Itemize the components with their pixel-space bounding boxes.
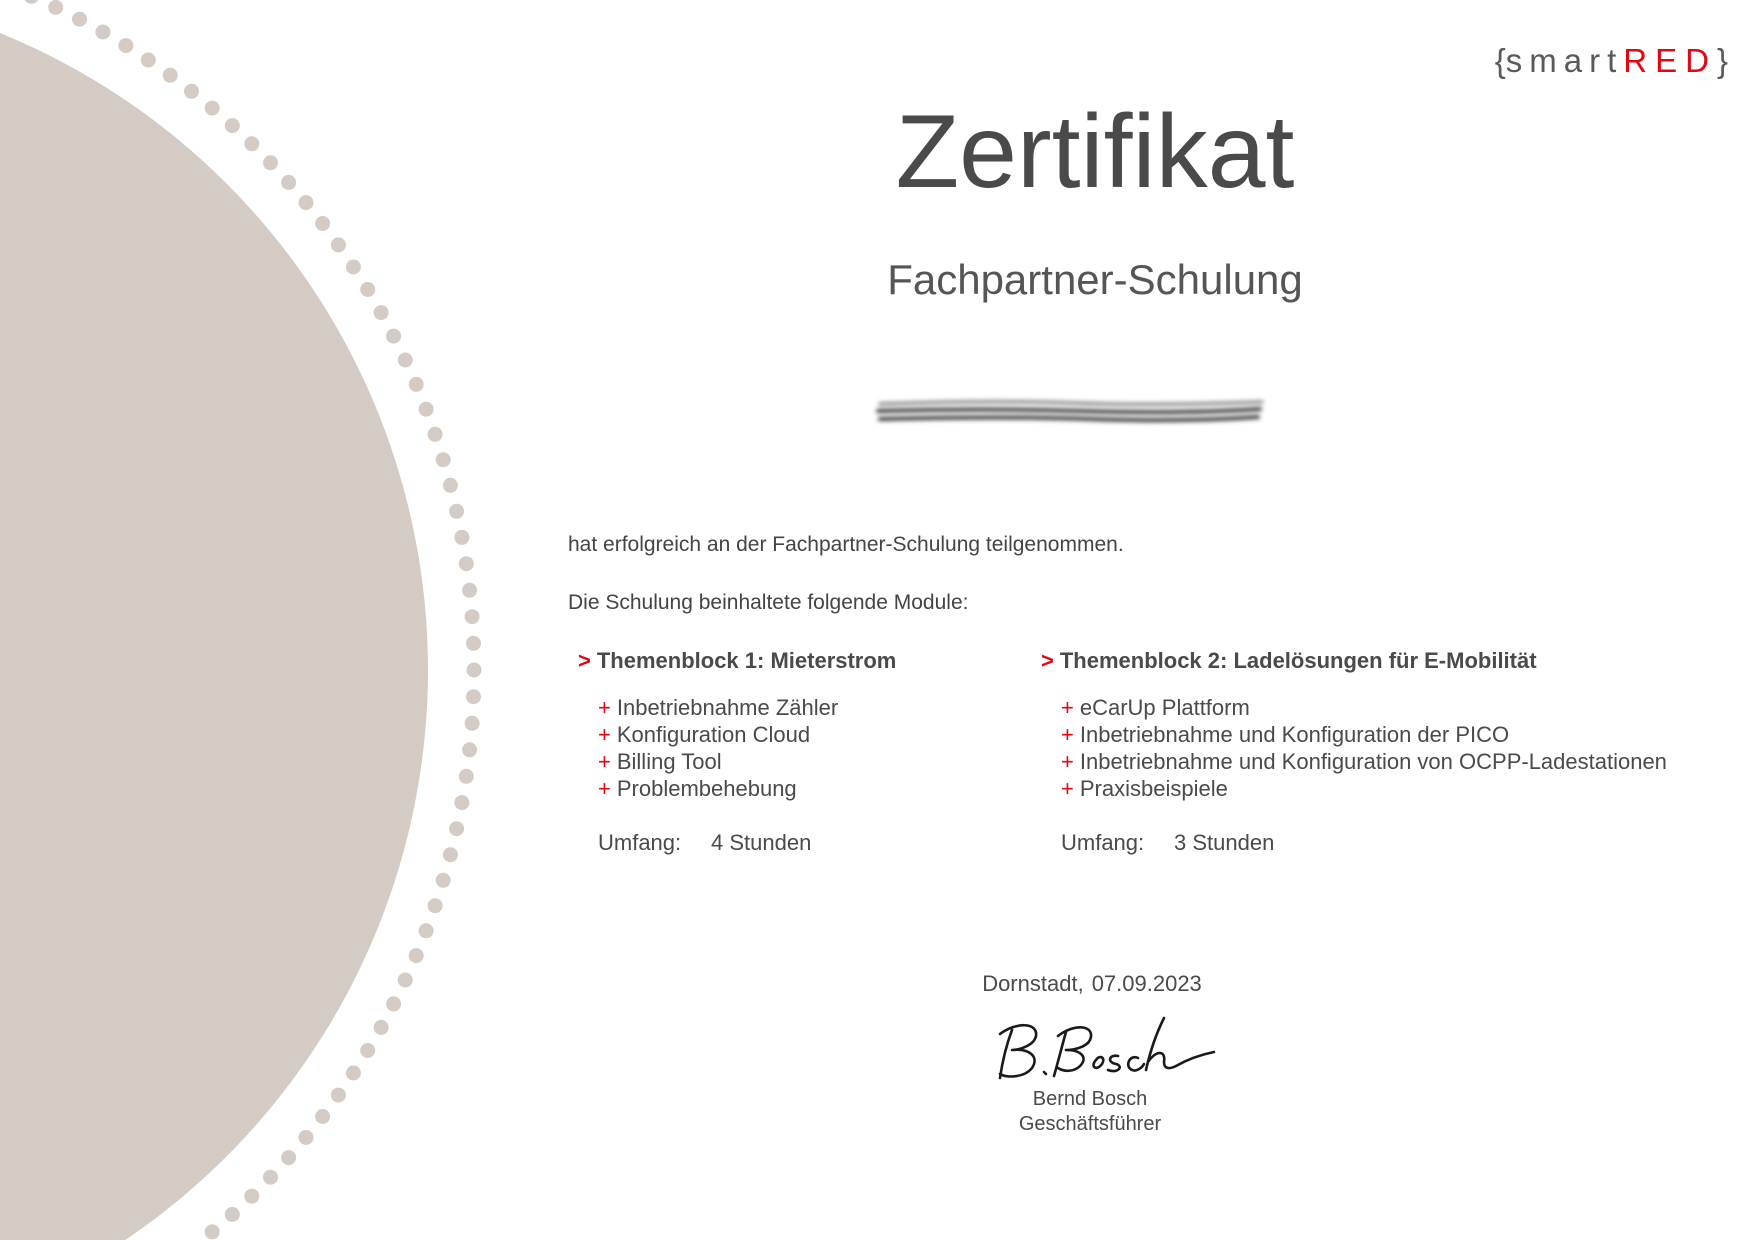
decorative-dot xyxy=(419,402,434,417)
logo-red-text: RED xyxy=(1623,42,1717,79)
plus-icon: + xyxy=(1061,695,1074,720)
decorative-dot xyxy=(315,1109,330,1124)
decorative-dot xyxy=(374,1020,389,1035)
module-topic-list xyxy=(1061,694,1667,802)
list-item xyxy=(1061,721,1667,748)
decorative-dot xyxy=(225,118,240,133)
decorative-dot xyxy=(398,973,413,988)
plus-icon: + xyxy=(598,749,611,774)
decorative-dot xyxy=(244,136,259,151)
decorative-dot xyxy=(443,847,458,862)
list-item xyxy=(1061,775,1667,802)
completion-statement: hat erfolgreich an der Fachpartner-Schulung teilgenommen. xyxy=(568,533,1124,556)
decorative-dot xyxy=(24,0,39,4)
plus-icon: + xyxy=(598,776,611,801)
decorative-dot xyxy=(72,12,87,27)
decorative-dot xyxy=(449,821,464,836)
decorative-dot xyxy=(459,769,474,784)
module-block-title xyxy=(1041,648,1667,674)
plus-icon: + xyxy=(598,695,611,720)
decorative-dot xyxy=(436,873,451,888)
plus-icon: + xyxy=(1061,776,1074,801)
decorative-dot xyxy=(263,1170,278,1185)
place: Dornstadt, xyxy=(982,971,1084,996)
decorative-dot xyxy=(454,795,469,810)
decorative-dot xyxy=(398,353,413,368)
decorative-dot xyxy=(184,84,199,99)
list-item xyxy=(598,721,896,748)
decorative-dot xyxy=(436,452,451,467)
decorative-dot xyxy=(428,898,443,913)
decorative-dot xyxy=(419,923,434,938)
chevron-right-icon: > xyxy=(578,648,591,673)
signer-name: Bernd Bosch xyxy=(1032,1088,1148,1110)
module-block-2 xyxy=(1041,648,1667,856)
list-item-text: Problembehebung xyxy=(616,776,797,801)
list-item xyxy=(598,775,896,802)
decorative-dot xyxy=(281,175,296,190)
signer-block xyxy=(990,1087,1190,1137)
decorative-dot xyxy=(466,689,481,704)
background-circle xyxy=(0,0,428,1240)
plus-icon: + xyxy=(598,722,611,747)
list-item xyxy=(1061,748,1667,775)
module-block-title xyxy=(578,648,896,674)
decorative-dot xyxy=(454,530,469,545)
dotted-ring xyxy=(24,0,482,1240)
decorative-dot xyxy=(205,101,220,116)
decorative-dot xyxy=(244,1189,259,1204)
module-topic-list xyxy=(598,694,896,802)
decorative-dot xyxy=(409,377,424,392)
decorative-dot xyxy=(386,996,401,1011)
modules-intro: Die Schulung beinhaltete folgende Module: xyxy=(568,591,969,614)
plus-icon: + xyxy=(1061,749,1074,774)
logo-close-brace: } xyxy=(1716,42,1728,79)
decorative-dot xyxy=(346,260,361,275)
decorative-dot xyxy=(466,636,481,651)
list-item xyxy=(598,694,896,721)
module-block-1 xyxy=(578,648,896,856)
decorative-dot xyxy=(386,329,401,344)
handwritten-signature xyxy=(992,1012,1218,1086)
decorative-dot xyxy=(118,38,133,53)
decorative-dot xyxy=(428,427,443,442)
decorative-dot xyxy=(225,1207,240,1222)
decorative-dot xyxy=(449,504,464,519)
decorative-dot xyxy=(331,1088,346,1103)
decorative-dot xyxy=(48,0,63,15)
decorative-dot xyxy=(205,1224,220,1239)
chevron-right-icon: > xyxy=(1041,648,1054,673)
list-item-text: Konfiguration Cloud xyxy=(616,722,811,747)
decorative-dot xyxy=(263,155,278,170)
plus-icon: + xyxy=(1061,722,1074,747)
list-item xyxy=(598,748,896,775)
smartred-logo xyxy=(1495,42,1728,80)
decorative-dot xyxy=(299,1130,314,1145)
list-item-text: Inbetriebnahme Zähler xyxy=(616,695,839,720)
decorative-dot xyxy=(443,478,458,493)
module-duration xyxy=(1061,830,1667,856)
decorative-dot xyxy=(346,1066,361,1081)
decorative-dot xyxy=(141,53,156,68)
list-item xyxy=(1061,694,1667,721)
decorative-dot xyxy=(360,282,375,297)
decorative-dot xyxy=(409,948,424,963)
list-item-text: Inbetriebnahme und Konfiguration von OCPP-Ladestationen xyxy=(1079,749,1667,774)
certificate-subtitle: Fachpartner-Schulung xyxy=(887,256,1303,303)
decorative-dot xyxy=(95,25,110,40)
decorative-dot xyxy=(315,216,330,231)
decorative-dot xyxy=(462,742,477,757)
decorative-dot xyxy=(374,305,389,320)
module-block-title-text: Themenblock 1: Mieterstrom xyxy=(596,648,897,673)
logo-open-brace: { xyxy=(1494,42,1506,79)
decorative-dot xyxy=(465,609,480,624)
decorative-dot xyxy=(462,583,477,598)
list-item-text: Billing Tool xyxy=(616,749,722,774)
list-item-text: eCarUp Plattform xyxy=(1079,695,1250,720)
certificate-title: Zertifikat xyxy=(895,94,1295,210)
decorative-dot xyxy=(465,716,480,731)
duration-value: 3 Stunden xyxy=(1174,830,1275,855)
duration-label: Umfang: xyxy=(598,830,682,855)
decorative-dot xyxy=(459,556,474,571)
decorative-dot xyxy=(163,68,178,83)
decorative-dot xyxy=(467,663,482,678)
redacted-recipient-name xyxy=(872,394,1268,428)
date: 07.09.2023 xyxy=(1091,971,1202,996)
list-item-text: Praxisbeispiele xyxy=(1079,776,1228,801)
list-item-text: Inbetriebnahme und Konfiguration der PICO xyxy=(1079,722,1510,747)
place-and-date xyxy=(976,971,1208,997)
module-duration xyxy=(598,830,896,856)
decorative-dot xyxy=(281,1150,296,1165)
decorative-dot xyxy=(299,195,314,210)
module-block-title-text: Themenblock 2: Ladelösungen für E-Mobilität xyxy=(1059,648,1537,673)
decorative-dot xyxy=(360,1043,375,1058)
duration-value: 4 Stunden xyxy=(711,830,812,855)
decorative-dot xyxy=(331,237,346,252)
duration-label: Umfang: xyxy=(1061,830,1145,855)
signer-role: Geschäftsführer xyxy=(1018,1113,1162,1135)
logo-smart-text: smart xyxy=(1505,42,1624,79)
